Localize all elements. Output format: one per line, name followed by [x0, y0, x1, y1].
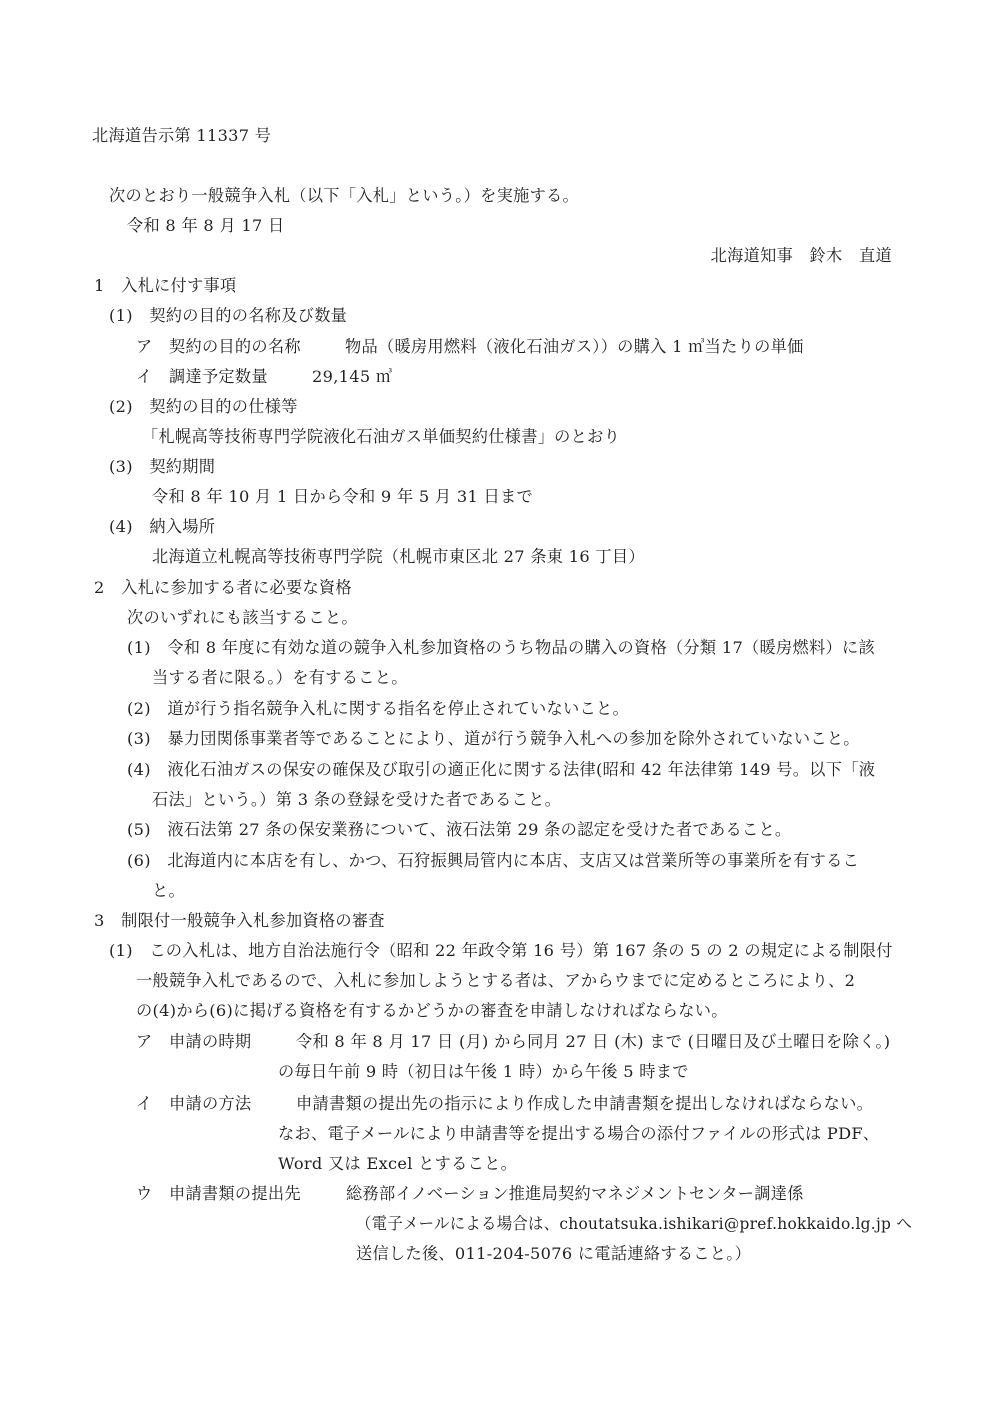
section-1-3-heading: (3) 契約期間	[109, 457, 216, 476]
section-2-intro: 次のいずれにも該当すること。	[127, 608, 358, 627]
section-3-1-line-2: 一般競争入札であるので、入札に参加しようとする者は、アからウまでに定めるところにより、2	[136, 971, 856, 990]
notice-date: 令和 8 年 8 月 17 日	[127, 216, 285, 235]
section-2-item-4-line-1: (4) 液化石油ガスの保安の確保及び取引の適正化に関する法律(昭和 42 年法律第 149 号。以下「液	[127, 760, 876, 779]
section-1-1-heading: (1) 契約の目的の名称及び数量	[109, 306, 348, 325]
section-1-2-body: 「札幌高等技術専門学院液化石油ガス単価契約仕様書」のとおり	[142, 427, 621, 446]
preamble: 次のとおり一般競争入札（以下「入札」という。）を実施する。	[109, 186, 580, 205]
item-i-value: 29,145 ㎥	[312, 367, 393, 386]
notice-number: 北海道告示第 11337 号	[92, 126, 272, 145]
section-2-item-4-line-2: 石法」という。）第 3 条の登録を受けた者であること。	[152, 790, 562, 809]
section-3-1-line-3: の(4)から(6)に掲げる資格を有するかどうかの審査を申請しなければならない。	[136, 1001, 728, 1020]
section-1-heading: 1 入札に付す事項	[94, 276, 237, 295]
section-2-item-1-line-1: (1) 令和 8 年度に有効な道の競争入札参加資格のうち物品の購入の資格（分類 17（暖房燃料）に該	[127, 638, 875, 657]
section-2-item-5: (5) 液石法第 27 条の保安業務について、液石法第 29 条の認定を受けた者であること。	[127, 820, 792, 839]
application-period-label: ア 申請の時期	[136, 1032, 252, 1051]
section-2-item-2: (2) 道が行う指名競争入札に関する指名を停止されていないこと。	[127, 699, 629, 718]
section-2-heading: 2 入札に参加する者に必要な資格	[94, 578, 352, 597]
section-1-2-heading: (2) 契約の目的の仕様等	[109, 397, 298, 416]
item-a-label: ア 契約の目的の名称	[136, 337, 301, 356]
section-2-item-6-line-1: (6) 北海道内に本店を有し、かつ、石狩振興局管内に本店、支店又は営業所等の事業所を有するこ	[127, 851, 860, 870]
application-period-value-1: 令和 8 年 8 月 17 日 (月) から同月 27 日 (木) まで (日曜日及び土曜日を除く。)	[296, 1032, 891, 1051]
submission-destination-value-2: （電子メールによる場合は、choutatsuka.ishikari@pref.hokkaido.lg.jp へ	[356, 1214, 913, 1233]
section-3-1-line-1: (1) この入札は、地方自治法施行令（昭和 22 年政令第 16 号）第 167 条の 5 の 2 の規定による制限付	[109, 941, 893, 960]
section-1-4-heading: (4) 納入場所	[109, 517, 216, 536]
issuer-signature: 北海道知事 鈴木 直道	[710, 246, 892, 265]
item-a-value: 物品（暖房用燃料（液化石油ガス））の購入 1 ㎥当たりの単価	[345, 337, 804, 356]
section-2-item-3: (3) 暴力団関係事業者等であることにより、道が行う競争入札への参加を除外されていないこと。	[127, 729, 860, 748]
application-method-value-2: なお、電子メールにより申請書等を提出する場合の添付ファイルの形式は PDF、	[278, 1124, 880, 1143]
application-method-label: イ 申請の方法	[136, 1094, 252, 1113]
section-2-item-1-line-2: 当する者に限る。）を有すること。	[152, 668, 408, 687]
application-method-value-3: Word 又は Excel とすること。	[278, 1154, 518, 1173]
section-2-item-6-line-2: と。	[152, 881, 185, 900]
submission-destination-label: ウ 申請書類の提出先	[136, 1184, 301, 1203]
item-i-label: イ 調達予定数量	[136, 367, 268, 386]
application-period-value-2: の毎日午前 9 時（初日は午後 1 時）から午後 5 時まで	[278, 1062, 689, 1081]
application-method-value-1: 申請書類の提出先の指示により作成した申請書類を提出しなければならない。	[296, 1094, 874, 1113]
section-1-4-body: 北海道立札幌高等技術専門学院（札幌市東区北 27 条東 16 丁目）	[152, 547, 645, 566]
submission-destination-value-3: 送信した後、011-204-5076 に電話連絡すること。）	[356, 1244, 752, 1263]
section-1-3-body: 令和 8 年 10 月 1 日から令和 9 年 5 月 31 日まで	[152, 487, 533, 506]
submission-destination-value-1: 総務部イノベーション推進局契約マネジメントセンター調達係	[346, 1184, 804, 1203]
section-3-heading: 3 制限付一般競争入札参加資格の審査	[94, 911, 385, 930]
